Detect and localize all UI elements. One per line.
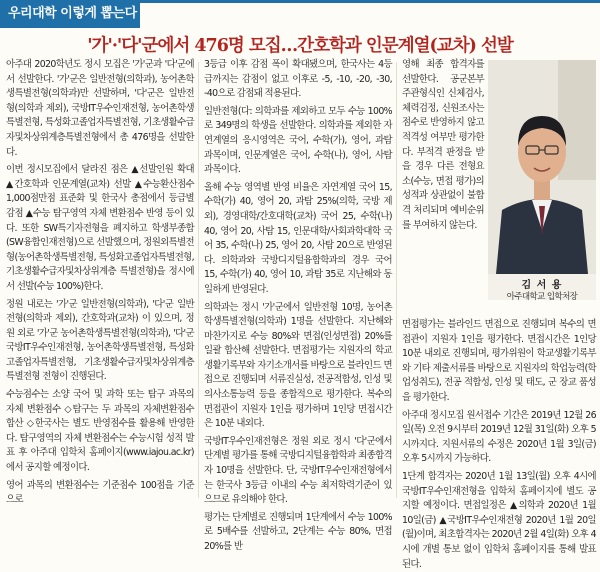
paragraph: 국방IT우수인재전형은 정원 외로 정시 '다'군에서 단계별 평가를 통해 국방디지털융합학과 최종합격자 10명을 선발한다. 단, 국방IT우수인재전형에서는 한국사 3등급 이내의 수능 최저학력기준이 있으므로 유의해야 한다. (204, 435, 392, 506)
column-divider (198, 62, 199, 498)
paragraph: 1단계 합격자는 2020년 1월 13일(월) 오후 4시에 국방IT우수인재전형을 입학처 홈페이지에 별도 공지할 예정이다. 면접일정은 ▲의학과 2020년 1월 10일(금) ▲국방IT우수인재전형 2020년 1월 20일(월)이며, 최초합격자는 2020년 2월 4일(화) 오후 4시에 개별 통보 없이 입학처 홈페이지를 통해 발표된다. (402, 470, 596, 570)
article-column-1 (6, 58, 194, 506)
paragraph: 의학과는 정시 '가'군에서 일반전형 10명, 농어촌학생특별전형(의학과) 1명을 선발한다. 지난해와 마찬가지로 수능 80%와 면접(인성면접) 20%를 일괄 합산해 선발한다. 면접평가는 지원자의 학교생활기록부와 자기소개서를 바탕으로 블라인드 면접으로 진행되며 서류진실성, 전공적합성, 인성 및 의사소통능력 등을 종합적으로 평가한다. 복수의 면접관이 지원자 1인을 평가하며 1인당 면접시간은 10분 내외다. (204, 301, 392, 430)
paragraph: 3등급 이후 감점 폭이 확대됐으며, 한국사는 4등급까지는 감점이 없고 이후로 -5, -10, -20, -30, -40으로 감점돼 적용된다. (204, 59, 392, 100)
paragraph: 일반전형(다: 의학과를 제외하고 모두 수능 100%로 349명의 학생을 선발한다. 의학과를 제외한 자연계열의 응시영역은 국어, 수학(가), 영어, 과탐 과목이며, 인문계열은 국어, 수학(나), 영어, 사탐 과목이다. (204, 105, 392, 176)
top-rule (140, 0, 600, 3)
column-divider (396, 62, 397, 498)
paragraph: 이번 정시모집에서 달라진 점은 ▲선발인원 확대 ▲간호학과 인문계열(교차) 선발 ▲수능환산점수 1,000점만점 표준화 및 한국사 총점에서 등급별 감점 ▲수능 탐구영역 자체 변환점수 반영 등이 있다. 또한 SW특기자전형을 폐지하고 학생부종합(SW융합인재전형)으로 선발했으며, 정원외특별전형(농어촌학생특별전형, 특성화고졸업자특별전형, 기초생활수급자및차상위계층 특별전형)을 정시에서 선발(수능 100%)한다. (6, 164, 194, 292)
paragraph: 수능점수는 소양 국어 및 과학 또는 탐구 과목의 자체 변환점수 ◇탐구는 두 과목의 자체변환점수 합산 ◇한국사는 별도 반영점수를 활용해 반영한다. 탐구영역의 자체 변환점수는 수능시험 성적 발표 후 아주대 입학처 홈페이지(www.iajou.ac.kr)에서 공지할 예정이다. (6, 389, 194, 474)
paragraph: 영해 최종 합격자를 선발한다. 공군본부 주관형식인 신체검사, 체력검정, 신원조사는 점수로 반영하지 않고 적격성 여부만 평가한다. 부적격 판정을 받을 경우 다른 전형요소(수능, 면접 평가)의 성적과 상관없이 불합격 처리되며 예비순위를 부여하지 않는다. (402, 59, 484, 231)
paragraph: 면접평가는 블라인드 면접으로 진행되며 복수의 면접관이 지원자 1인을 평가한다. 면접시간은 1인당 10분 내외로 진행되며, 평가위원이 학교생활기록부와 기타 제출서류를 바탕으로 지원자의 학업능력(학업성취도), 전공 적합성, 인성 및 태도, 군 장교 품성을 평가한다. (402, 319, 596, 403)
photo-caption-role: 아주대학교 입학처장 (506, 292, 578, 302)
portrait-photo (488, 60, 596, 300)
article-column-3-bottom (402, 318, 596, 570)
portrait-illustration (488, 60, 596, 274)
paragraph: 평가는 단계별로 진행되며 1단계에서 수능 100%로 5배수를 선발하고, 2단계는 수능 80%, 면접 20%를 반 (204, 511, 392, 552)
paragraph: 아주대 2020학년도 정시 모집은 '가'군과 '다'군에서 선발한다. '가'군은 일반전형(의학과), 농어촌학생특별전형(의학과)만 선발하며, '다'군은 일반전형(의학과 제외), 국방IT우수인재전형, 농어촌학생특별전형, 특성화고졸업자특별전형, 기초생활수급자및차상위계층특별전형에서 총 476명을 선발한다. (6, 59, 194, 158)
paragraph: 올해 수능 영역별 반영 비율은 자연계열 국어 15, 수학(가) 40, 영어 20, 과탐 25%(의학, 국방 제외), 경영대학/간호대학(교차) 국어 25, 수학(나) 40, 영어 20, 사탐 15, 인문대학/사회과학대학 국어 35, 수학(나) 25, 영어 20, 사탐 20으로 반영된다. 의학과와 국방디지털융합학과의 경우 국어 15, 수학(가) 40, 영어 10, 과탐 35로 지난해와 동일하게 반영된다. (204, 181, 392, 295)
section-tag: 우리대학 이렇게 뽑는다 (0, 0, 140, 28)
article-column-2 (204, 58, 392, 552)
article-column-3-top (402, 58, 484, 316)
article-headline: '가'·'다'군에서 476명 모집…간호학과 인문계열(교차) 선발 (87, 36, 513, 56)
photo-caption-name: 김 서 용 (521, 280, 563, 291)
paragraph: 아주대 정시모집 원서접수 기간은 2019년 12월 26일(목) 오전 9시부터 2019년 12월 31일(화) 오후 5시까지다. 지원서류의 수정은 2020년 1월 3일(금) 오후 5시까지 가능하다. (402, 409, 596, 465)
paragraph: 정원 내로는 '가'군 일반전형(의학과), '다'군 일반전형(의학과 제외), 간호학과(교차) 이 있으며, 정원 외로 '가'군 농어촌학생특별전형(의학과), '다'군 국방IT우수인재전형, 농어촌학생특별전형, 특성화고졸업자특별전형, 기초생활수급자및차상위계층특별전형 전형이 진행된다. (6, 298, 194, 383)
paragraph: 영어 과목의 변환점수는 기준점수 100점을 기준으로 (6, 479, 194, 506)
